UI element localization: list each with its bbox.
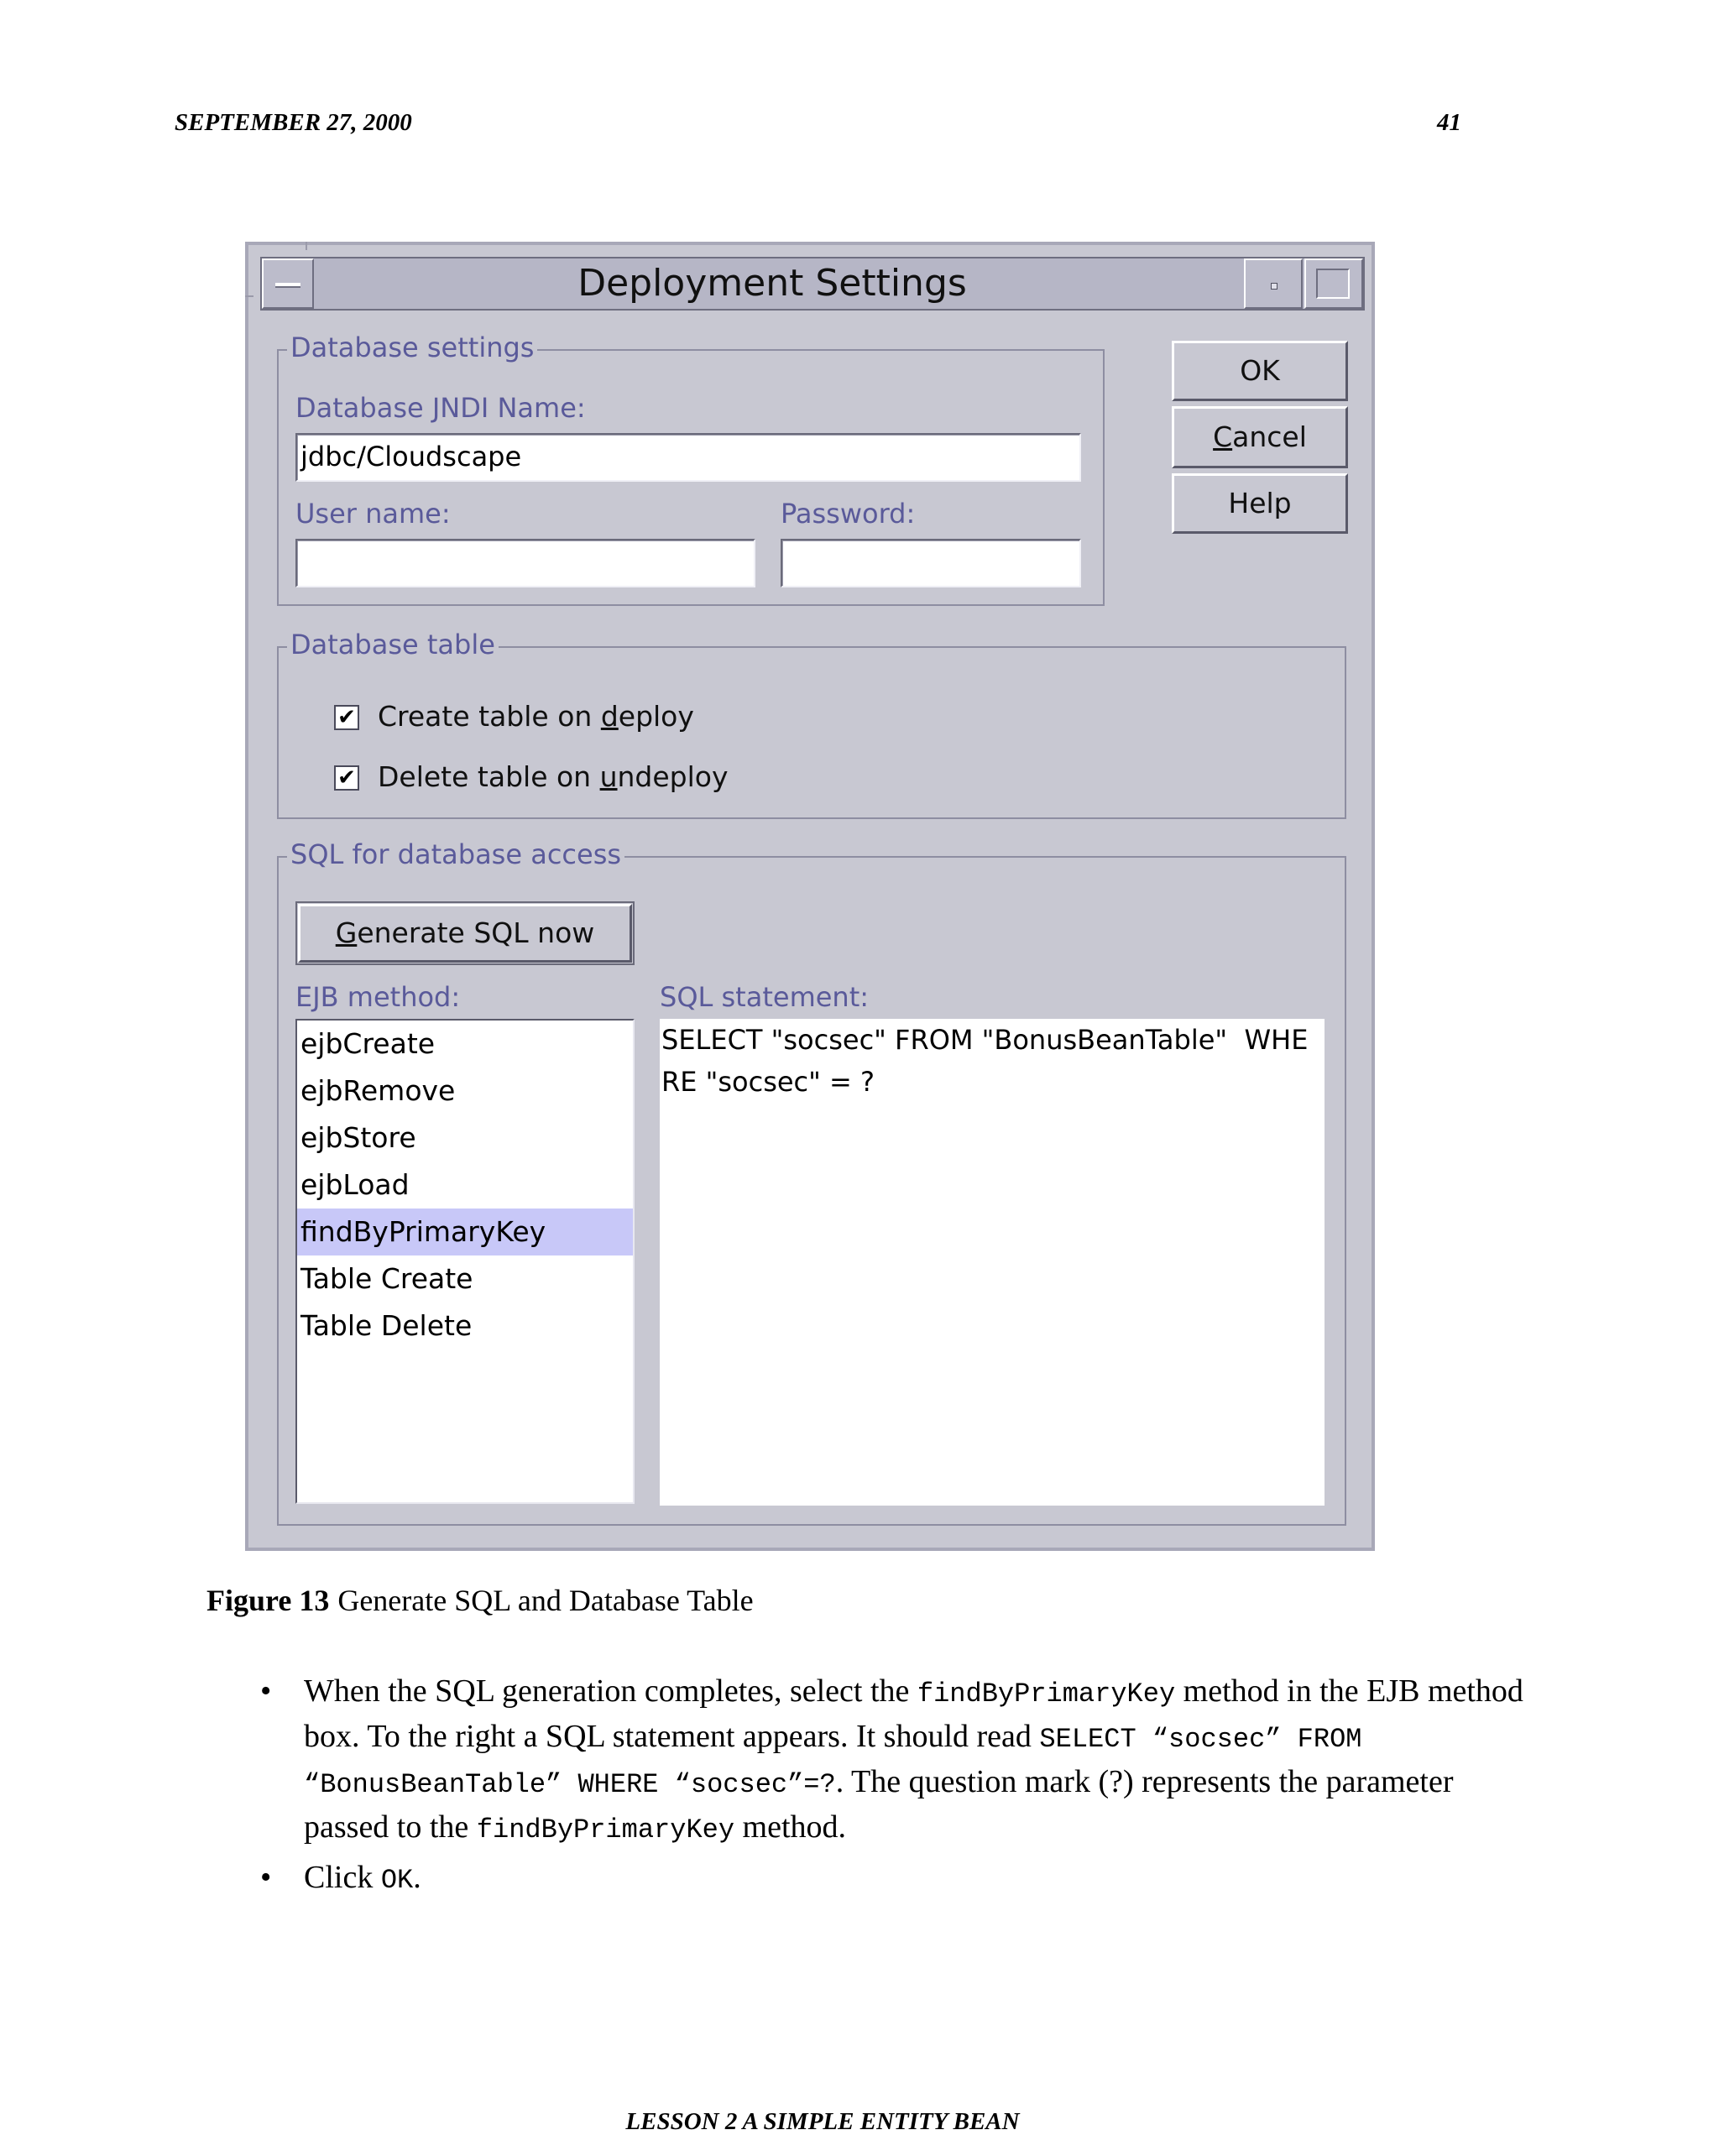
code-text: SELECT “socsec” FROM “BonusBeanTable” WHERE “socsec”=? (304, 1724, 1362, 1800)
cancel-mnemonic: C (1213, 420, 1233, 453)
title-bar[interactable] (260, 257, 1365, 311)
username-label: User name: (295, 498, 451, 530)
code-text: findByPrimaryKey (476, 1814, 735, 1845)
password-input[interactable] (781, 539, 1081, 587)
list-item[interactable]: Table Create (300, 1262, 473, 1295)
cancel-label-rest: ancel (1232, 420, 1307, 453)
jndi-name-label: Database JNDI Name: (295, 392, 586, 424)
frame-notch (306, 242, 307, 250)
page-header-date: SEPTEMBER 27, 2000 (175, 109, 412, 136)
ejb-method-label: EJB method: (295, 981, 461, 1013)
dialog-title: Deployment Settings (577, 262, 967, 305)
figure-title: Generate SQL and Database Table (337, 1584, 754, 1617)
create-table-label[interactable]: Create table on deploy (378, 700, 694, 733)
delete-table-checkbox[interactable] (334, 765, 359, 791)
list-item[interactable]: ejbRemove (300, 1074, 456, 1107)
minimize-button[interactable] (1244, 258, 1303, 309)
list-item[interactable]: ejbStore (300, 1121, 416, 1154)
checkmark-icon: ✔ (337, 705, 356, 730)
cancel-button[interactable] (1172, 406, 1348, 468)
sql-statement-line: RE "socsec" = ? (661, 1066, 875, 1098)
ejb-method-list[interactable] (295, 1019, 635, 1504)
help-button[interactable]: Help (1172, 473, 1348, 534)
body-text: When the SQL generation completes, select the (304, 1673, 917, 1709)
body-text: . (413, 1860, 421, 1895)
figure-caption (206, 1583, 754, 1618)
minimize-icon (1271, 283, 1277, 290)
body-text: method in the EJB method box. To the right a SQL statement appears. It should read (304, 1673, 1523, 1754)
list-item[interactable]: Table Delete (300, 1309, 473, 1342)
bullet-icon: • (260, 1673, 272, 1709)
sql-statement-label: SQL statement: (660, 981, 870, 1013)
ok-button[interactable]: OK (1172, 341, 1348, 401)
page-number: 41 (1437, 109, 1461, 136)
sql-statement-line: SELECT "socsec" FROM "BonusBeanTable" WHE (661, 1024, 1309, 1056)
frame-notch (245, 295, 253, 297)
password-label: Password: (781, 498, 916, 530)
body-text: . The question mark (?) represents the parameter passed to the (304, 1764, 1454, 1845)
database-table-label: Database table (287, 628, 499, 661)
list-item[interactable]: ejbCreate (300, 1027, 436, 1060)
delete-table-label[interactable]: Delete table on undeploy (378, 760, 729, 793)
body-text: Click (304, 1860, 381, 1895)
checkmark-icon: ✔ (337, 765, 356, 791)
sql-access-label: SQL for database access (287, 838, 624, 871)
list-item[interactable]: ejbLoad (300, 1168, 410, 1201)
page-footer: LESSON 2 A SIMPLE ENTITY BEAN (625, 2108, 1020, 2135)
create-table-checkbox[interactable] (334, 705, 359, 730)
list-item (260, 1670, 1536, 1851)
code-text: OK (380, 1865, 414, 1896)
jndi-name-input[interactable]: jdbc/Cloudscape (295, 433, 1081, 482)
body-text: method. (734, 1809, 847, 1845)
code-text: findByPrimaryKey (917, 1678, 1176, 1710)
window-menu-icon (275, 283, 300, 288)
maximize-button[interactable] (1304, 258, 1363, 309)
bullet-icon: • (260, 1860, 272, 1895)
database-settings-label: Database settings (287, 331, 537, 364)
username-input[interactable] (295, 539, 755, 587)
window-menu-button[interactable] (262, 258, 314, 309)
maximize-icon (1316, 269, 1350, 299)
sql-statement-area[interactable] (660, 1019, 1325, 1506)
generate-sql-button[interactable]: Generate SQL now (298, 904, 632, 963)
list-item (260, 1856, 1536, 1902)
list-item[interactable]: findByPrimaryKey (297, 1209, 633, 1255)
instruction-list (260, 1670, 1536, 1907)
figure-number: Figure 13 (206, 1584, 330, 1617)
deployment-settings-dialog (245, 242, 1375, 1551)
